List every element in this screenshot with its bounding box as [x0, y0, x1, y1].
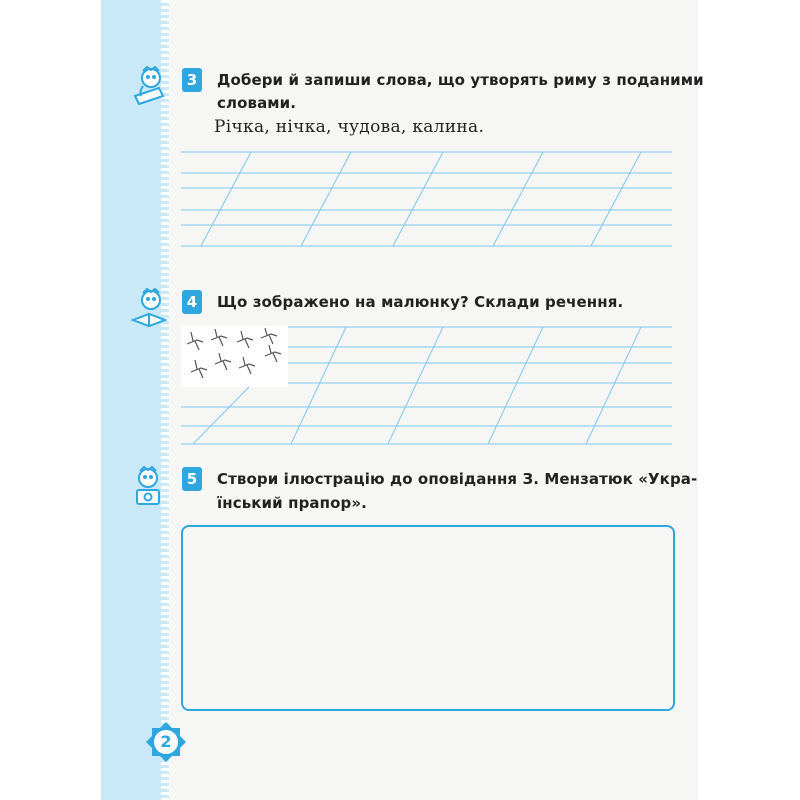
task-3-instruction-line2: словами. — [217, 94, 297, 112]
boy-reading-icon — [131, 288, 167, 328]
task-5-instruction-line1: Створи ілюстрацію до оповідання З. Мензатюк «Укра- — [217, 470, 698, 488]
boy-writing-icon — [131, 66, 167, 106]
task-3-words: Річка, нічка, чудова, калина. — [214, 117, 485, 137]
writing-lines-task-3 — [181, 150, 672, 250]
drawing-area[interactable] — [181, 525, 675, 711]
margin-perforation — [161, 0, 169, 800]
task-number-5: 5 — [182, 467, 202, 491]
task-number-4: 4 — [182, 290, 202, 314]
task-3-instruction-line1: Добери й запиши слова, що утворять риму з поданими — [217, 71, 704, 89]
task-5-instruction-line2: їнський прапор». — [217, 494, 367, 512]
boy-drawing-icon — [133, 466, 163, 506]
task-4-instruction: Що зображено на малюнку? Склади речення. — [217, 293, 624, 311]
flying-birds-illustration — [181, 326, 288, 387]
task-number-3: 3 — [182, 68, 202, 92]
page-number-badge — [146, 722, 186, 762]
page-number: 2 — [160, 732, 172, 751]
left-margin-strip — [101, 0, 167, 800]
